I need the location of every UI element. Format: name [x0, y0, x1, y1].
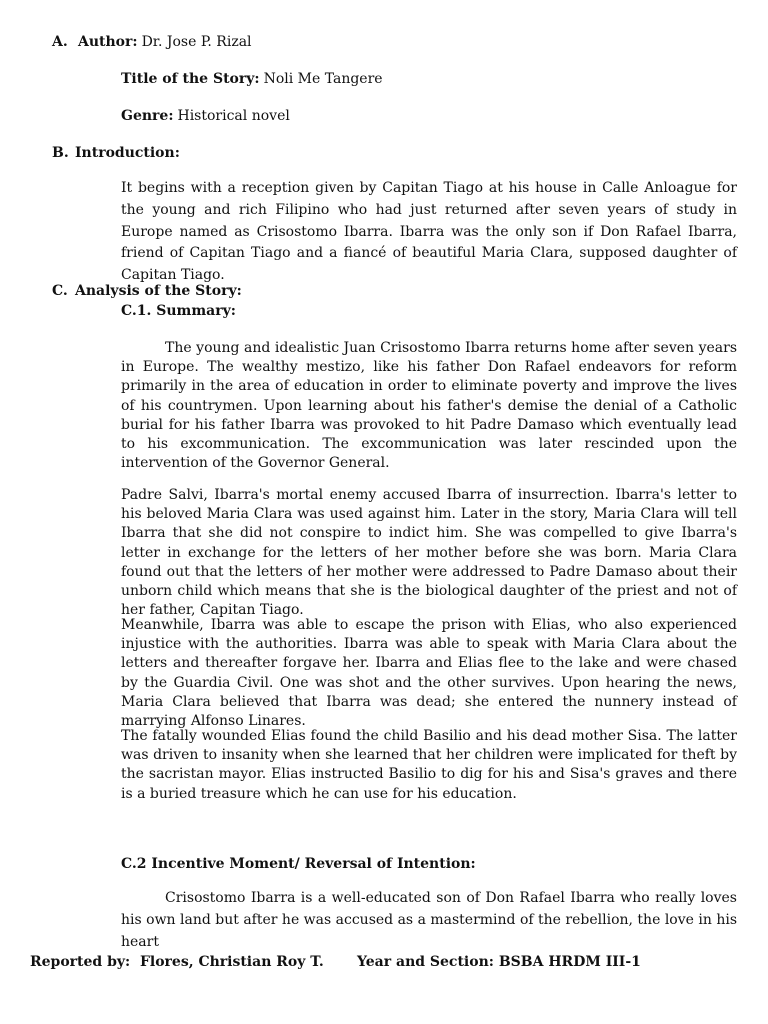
introduction-heading: [52, 144, 712, 162]
reported-by: [30, 953, 330, 971]
genre-line: [121, 107, 721, 125]
section-c-marker: C.: [52, 283, 68, 299]
genre-value: Historical novel: [177, 108, 290, 124]
reported-by-label: Reported by:: [30, 954, 131, 970]
summary-paragraph-4: The fatally wounded Elias found the child Basilio and his dead mother Sisa. The latter was driven to insanity when she learned that her children were implicated for theft by the sacristan mayor. Elias instructed Basilio to dig for his and Sisa's graves and there is a buried treasure which he can use for his education.: [121, 728, 737, 802]
author-label: Author:: [78, 34, 138, 50]
summary-paragraph-2: Padre Salvi, Ibarra's mortal enemy accused Ibarra of insurrection. Ibarra's letter to his beloved Maria Clara was used against him. Later in the story, Maria Clara will tell Ibarra that she did not conspire to indict him. She was compelled to give Ibarra's letter in exchange for the letters of her mother before she was born. Maria Clara found out that the letters of her mother were addressed to Padre Damaso about their unborn child which means that she is the biological daughter of the priest and not of her father, Capitan Tiago.: [121, 487, 737, 619]
author-line: [52, 33, 712, 51]
genre-label: Genre:: [121, 108, 174, 124]
year-section-value: BSBA HRDM III-1: [498, 954, 641, 970]
introduction-heading-text: Introduction:: [75, 145, 180, 161]
analysis-heading: [52, 282, 712, 300]
author-value: Dr. Jose P. Rizal: [141, 34, 252, 50]
incentive-moment-heading: C.2 Incentive Moment/ Reversal of Intention:: [121, 856, 476, 872]
analysis-heading-text: Analysis of the Story:: [75, 283, 242, 299]
reported-by-value: Flores, Christian Roy T.: [139, 954, 324, 970]
year-section: [357, 953, 677, 971]
title-line: [121, 70, 721, 88]
introduction-paragraph: It begins with a reception given by Capitan Tiago at his house in Calle Anloague for the young and rich Filipino who had just returned after seven years of study in Europe named as Crisostomo Ibarra. Ibarra was the only son if Don Rafael Ibarra, friend of Capitan Tiago and a fiancé of beautiful Maria Clara, supposed daughter of Capitan Tiago.: [121, 180, 737, 284]
year-section-label: Year and Section:: [357, 954, 494, 970]
summary-paragraph-1: The young and idealistic Juan Crisostomo Ibarra returns home after seven years in Europe. The wealthy mestizo, like his father Don Rafael endeavors for reform primarily in the area of education in order to eliminate poverty and improve the lives of his countrymen. Upon learning about his father's demise the denial of a Catholic burial for his father Ibarra was provoked to hit Padre Damaso which eventually lead to his excommunication. The excommunication was later rescinded upon the intervention of the Governor General.: [121, 340, 737, 472]
title-value: Noli Me Tangere: [263, 71, 383, 87]
title-label: Title of the Story:: [121, 71, 260, 87]
summary-paragraph-3: Meanwhile, Ibarra was able to escape the prison with Elias, who also experienced injustice with the authorities. Ibarra was able to speak with Maria Clara about the letters and thereafter forgave her. Ibarra and Elias flee to the lake and were chased by the Guardia Civil. One was shot and the other survives. Upon hearing the news, Maria Clara believed that Ibarra was dead; she entered the nunnery instead of marrying Alfonso Linares.: [121, 617, 737, 730]
section-b-marker: B.: [52, 145, 69, 161]
summary-heading: C.1. Summary:: [121, 303, 236, 319]
section-a-marker: A.: [52, 34, 68, 50]
incentive-moment-paragraph: Crisostomo Ibarra is a well-educated son of Don Rafael Ibarra who really loves his own land but after he was accused as a mastermind of the rebellion, the love in his heart: [121, 890, 737, 950]
